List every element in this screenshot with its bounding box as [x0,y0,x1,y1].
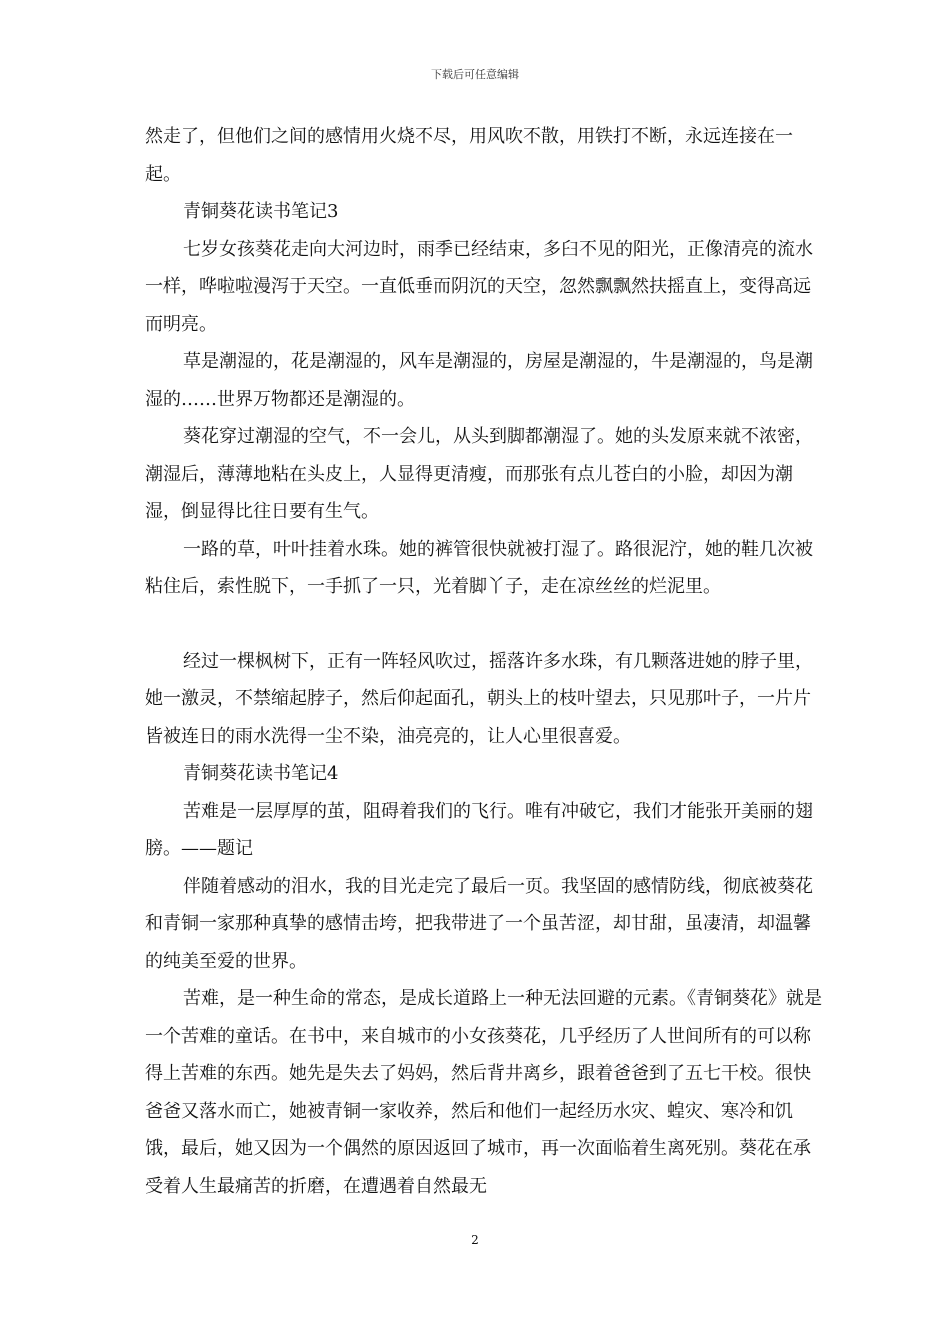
paragraph-continuation: 然走了，但他们之间的感情用火烧不尽，用风吹不散，用铁打不断，永远连接在一起。 [145,126,793,185]
paragraph: 伴随着感动的泪水，我的目光走完了最后一页。我坚固的感情防线，彻底被葵花和青铜一家那种真挚的感情击垮，把我带进了一个虽苦涩，却甘甜，虽凄清，却温馨的纯美至爱的世界。 [145,875,813,972]
epigraph: 苦难是一层厚厚的茧，阻碍着我们的飞行。唯有冲破它，我们才能张开美丽的翅膀。——题记 [145,800,813,859]
section-heading-3: 青铜葵花读书笔记3 [183,201,339,222]
paragraph: 一路的草，叶叶挂着水珠。她的裤管很快就被打湿了。路很泥泞，她的鞋几次被粘住后，索性脱下，一手抓了一只，光着脚丫子，走在凉丝丝的烂泥里。 [145,538,813,597]
paragraph: 经过一棵枫树下，正有一阵轻风吹过，摇落许多水珠，有几颗落进她的脖子里，她一激灵，不禁缩起脖子，然后仰起面孔，朝头上的枝叶望去，只见那叶子，一片片皆被连日的雨水洗得一尘不染，油亮亮的，让人心里很喜爱。 [145,650,813,747]
paragraph: 草是潮湿的，花是潮湿的，风车是潮湿的，房屋是潮湿的，牛是潮湿的，鸟是潮湿的……世界万物都还是潮湿的。 [145,351,813,410]
page-number: 2 [471,1233,479,1247]
section-heading-4: 青铜葵花读书笔记4 [183,763,339,784]
paragraph: 葵花穿过潮湿的空气，不一会儿，从头到脚都潮湿了。她的头发原来就不浓密，潮湿后，薄薄地粘在头皮上，人显得更清瘦，而那张有点儿苍白的小脸，却因为潮湿，倒显得比往日要有生气。 [145,426,813,522]
paragraph: 苦难，是一种生命的常态，是成长道路上一种无法回避的元素。《青铜葵花》就是一个苦难的童话。在书中，来自城市的小女孩葵花，几乎经历了人世间所有的可以称得上苦难的东西。她先是失去了妈妈，然后背井离乡，跟着爸爸到了五七干校。很快爸爸又落水而亡，她被青铜一家收养，然后和他们一起经历水灾、蝗灾、寒冷和饥饿，最后，她又因为一个偶然的原因返回了城市，再一次面临着生离死别。葵花在承受着人生最痛苦的折磨，在遭遇着自然最无 [145,988,822,1197]
paragraph: 七岁女孩葵花走向大河边时，雨季已经结束，多臼不见的阳光，正像清亮的流水一样，哗啦啦漫泻于天空。一直低垂而阴沉的天空，忽然飘飘然扶摇直上，变得高远而明亮。 [145,238,813,335]
document-body [145,118,825,1205]
page-header: 下载后可任意编辑 [431,68,519,81]
